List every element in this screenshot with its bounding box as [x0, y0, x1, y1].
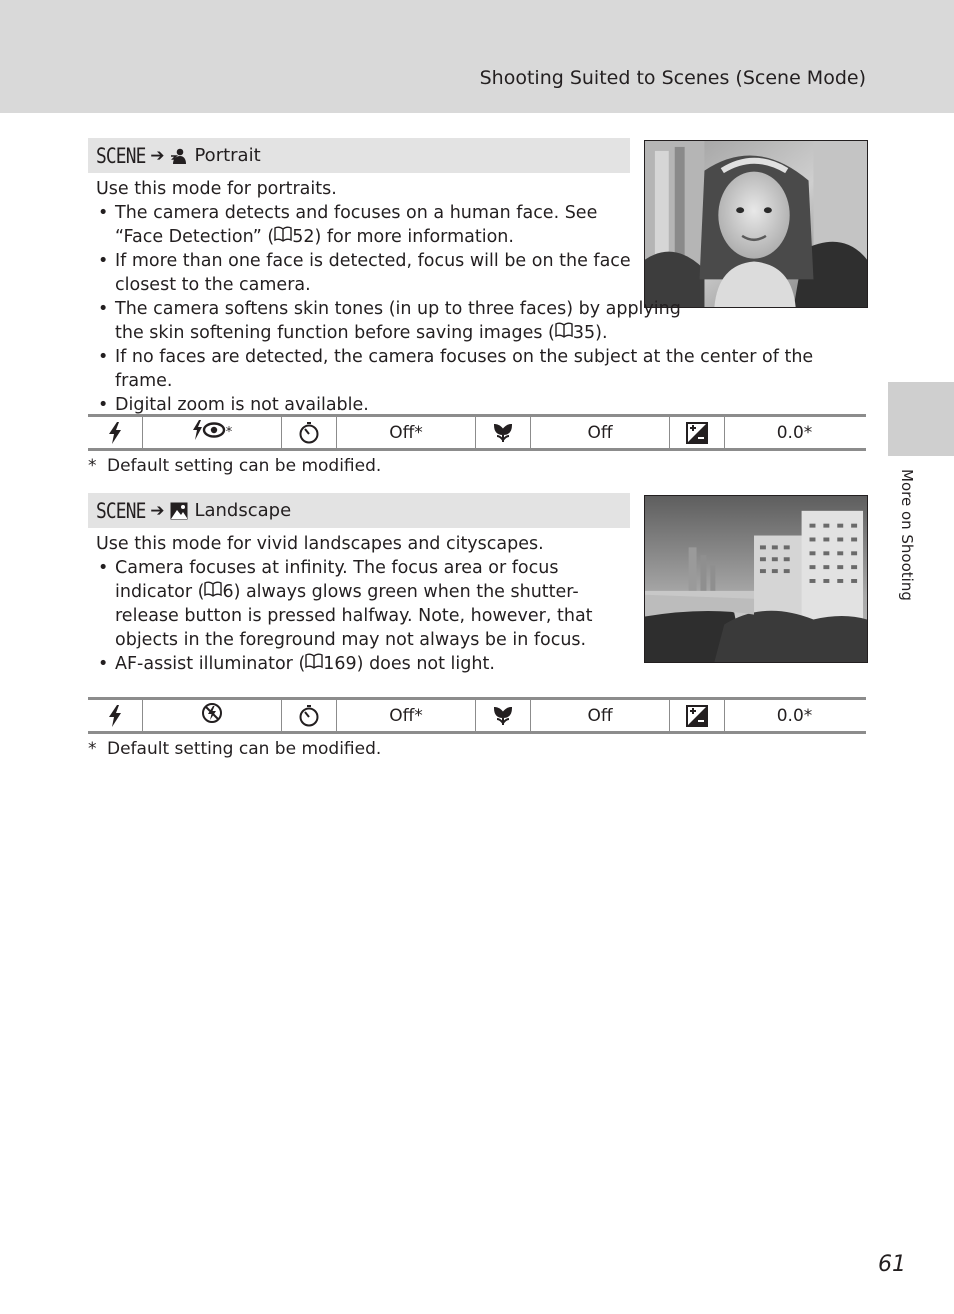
- self-timer-value: Off*: [337, 417, 476, 448]
- exposure-compensation-icon: [670, 700, 725, 731]
- landscape-intro: Use this mode for vivid landscapes and cityscapes.: [96, 534, 544, 554]
- page-header-title: Shooting Suited to Scenes (Scene Mode): [479, 67, 866, 89]
- header-band: [0, 0, 954, 113]
- arrow-icon: ➔: [150, 145, 165, 166]
- flash-mode-asterisk: *: [225, 425, 233, 440]
- exposure-value: 0.0*: [776, 422, 813, 443]
- flash-icon: [88, 417, 143, 448]
- self-timer-icon: [282, 417, 337, 448]
- landscape-description: [96, 532, 636, 676]
- landscape-sample-photo: [644, 495, 868, 663]
- list-item: • Camera focuses at infinity. The focus area or focus indicator ( 6) always glows green when the shutter-release button is pressed halfway. Note, however, that objects in the foreground may not always be in focus.: [96, 556, 636, 652]
- side-tab-label: More on Shooting: [898, 469, 916, 601]
- portrait-mode-name: Portrait: [194, 145, 261, 166]
- footnote-text: Default setting can be modified.: [107, 739, 382, 759]
- landscape-mode-name: Landscape: [194, 500, 292, 521]
- macro-icon: [476, 417, 531, 448]
- portrait-intro: Use this mode for portraits.: [96, 179, 337, 199]
- arrow-icon: ➔: [150, 500, 165, 521]
- list-item: • Digital zoom is not available.: [96, 393, 836, 417]
- self-timer-icon: [282, 700, 337, 731]
- macro-value: Off: [531, 700, 670, 731]
- book-reference-icon: [274, 225, 292, 249]
- landscape-settings-table: [88, 697, 866, 734]
- landscape-section-heading: [88, 493, 630, 528]
- list-item: • The camera softens skin tones (in up to three faces) by applying the skin softening function before saving images ( 35).: [96, 297, 696, 345]
- portrait-mode-icon: [170, 147, 188, 165]
- landscape-mode-icon: [170, 502, 188, 520]
- flash-red-eye-icon: [192, 420, 226, 445]
- portrait-section-heading: [88, 138, 630, 173]
- list-item: • If no faces are detected, the camera focuses on the subject at the center of the frame.: [96, 345, 836, 393]
- book-reference-icon: [555, 321, 573, 345]
- exposure-value: 0.0*: [776, 705, 813, 726]
- side-tab: [888, 382, 954, 456]
- flash-mode-value: [143, 417, 282, 448]
- flash-mode-value: [143, 700, 282, 731]
- page-number: 61: [878, 1252, 906, 1277]
- scene-label: SCENE: [96, 143, 146, 168]
- macro-value: Off: [531, 417, 670, 448]
- landscape-footnote: [88, 739, 381, 759]
- list-item: • If more than one face is detected, focus will be on the face closest to the camera.: [96, 249, 631, 297]
- exposure-compensation-icon: [670, 417, 725, 448]
- self-timer-value: Off*: [337, 700, 476, 731]
- book-reference-icon: [204, 580, 222, 604]
- portrait-description: [96, 177, 836, 417]
- flash-off-icon: [201, 702, 223, 729]
- portrait-footnote: [88, 456, 381, 476]
- footnote-text: Default setting can be modified.: [107, 456, 382, 476]
- list-item: • The camera detects and focuses on a human face. See “Face Detection” ( 52) for more information.: [96, 201, 631, 249]
- portrait-settings-table: [88, 414, 866, 451]
- book-reference-icon: [305, 652, 323, 676]
- scene-label: SCENE: [96, 498, 146, 523]
- footnote-mark: *: [88, 739, 97, 759]
- flash-icon: [88, 700, 143, 731]
- footnote-mark: *: [88, 456, 97, 476]
- macro-icon: [476, 700, 531, 731]
- list-item: • AF-assist illuminator ( 169) does not light.: [96, 652, 636, 676]
